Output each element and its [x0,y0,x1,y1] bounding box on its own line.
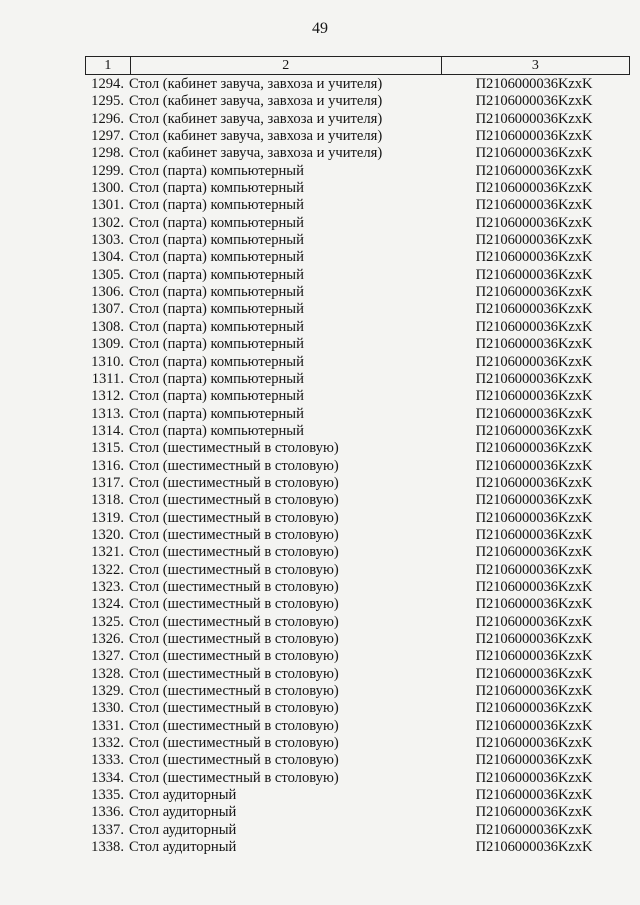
row-number: 1335. [91,787,124,804]
item-code: П2106000036KzxK [475,284,593,301]
row-number: 1337. [91,821,124,838]
table-row [85,197,630,214]
item-code: П2106000036KzxK [475,93,593,110]
row-number: 1330. [91,700,124,717]
item-name: Стол (шестиместный в столовую) [129,648,339,665]
item-name: Стол (парта) компьютерный [129,336,304,353]
item-name: Стол аудиторный [129,804,237,821]
item-name: Стол аудиторный [129,787,237,804]
table-row [85,510,630,527]
table-row [85,666,630,683]
item-name: Стол (шестиместный в столовую) [129,474,339,491]
item-code: П2106000036KzxK [475,128,593,145]
table-row [85,822,630,839]
table-row [85,284,630,301]
item-code: П2106000036KzxK [475,197,593,214]
table-row [85,700,630,717]
item-code: П2106000036KzxK [475,162,593,179]
item-code: П2106000036KzxK [475,370,593,387]
table-row [85,614,630,631]
item-code: П2106000036KzxK [475,353,593,370]
item-name: Стол (парта) компьютерный [129,197,304,214]
table-row [85,111,630,128]
item-name: Стол (шестиместный в столовую) [129,717,339,734]
table-row [85,354,630,371]
row-number: 1294. [91,76,124,92]
row-number: 1325. [91,613,124,630]
item-name: Стол (шестиместный в столовую) [129,509,339,526]
item-name: Стол (парта) компьютерный [129,180,304,197]
table-row [85,527,630,544]
row-number: 1329. [91,683,124,700]
item-name: Стол (шестиместный в столовую) [129,561,339,578]
row-number: 1305. [91,266,124,283]
item-code: П2106000036KzxK [475,613,593,630]
item-name: Стол (шестиместный в столовую) [129,683,339,700]
item-code: П2106000036KzxK [475,110,593,127]
item-name: Стол (парта) компьютерный [129,422,304,439]
item-name: Стол (шестиместный в столовую) [129,457,339,474]
item-name: Стол (шестиместный в столовую) [129,526,339,543]
row-number: 1303. [91,232,124,249]
table-row [85,839,630,856]
row-number: 1307. [91,301,124,318]
row-number: 1338. [91,839,124,856]
item-code: П2106000036KzxK [475,214,593,231]
item-code: П2106000036KzxK [475,145,593,162]
row-number: 1313. [91,405,124,422]
row-number: 1309. [91,336,124,353]
table-row [85,579,630,596]
table-row [85,163,630,180]
item-code: П2106000036KzxK [475,232,593,249]
table-row [85,319,630,336]
row-number: 1321. [91,544,124,561]
table-row [85,267,630,284]
row-number: 1332. [91,735,124,752]
item-code: П2106000036KzxK [475,492,593,509]
row-number: 1296. [91,110,124,127]
row-number: 1312. [91,388,124,405]
row-number: 1334. [91,769,124,786]
item-code: П2106000036KzxK [475,787,593,804]
item-name: Стол (парта) компьютерный [129,232,304,249]
item-name: Стол (парта) компьютерный [129,318,304,335]
row-number: 1297. [91,128,124,145]
item-name: Стол аудиторный [129,821,237,838]
table-row [85,336,630,353]
item-name: Стол (шестиместный в столовую) [129,665,339,682]
row-number: 1331. [91,717,124,734]
item-code: П2106000036KzxK [475,544,593,561]
page-number: 49 [312,20,328,37]
item-name: Стол (кабинет завуча, завхоза и учителя) [129,110,383,127]
table-row [85,683,630,700]
row-number: 1327. [91,648,124,665]
row-number: 1308. [91,318,124,335]
item-name: Стол (шестиместный в столовую) [129,578,339,595]
item-name: Стол (парта) компьютерный [129,301,304,318]
row-number: 1328. [91,665,124,682]
table-body [85,75,630,856]
table-row [85,371,630,388]
item-name: Стол (шестиместный в столовую) [129,700,339,717]
item-code: П2106000036KzxK [475,422,593,439]
table-row [85,648,630,665]
item-code: П2106000036KzxK [475,561,593,578]
item-code: П2106000036KzxK [475,769,593,786]
row-number: 1295. [91,93,124,110]
table-row [85,562,630,579]
item-code: П2106000036KzxK [475,301,593,318]
item-code: П2106000036KzxK [475,648,593,665]
table-row [85,76,630,93]
row-number: 1324. [91,596,124,613]
table-row [85,301,630,318]
row-number: 1310. [91,353,124,370]
item-name: Стол (шестиместный в столовую) [129,735,339,752]
item-code: П2106000036KzxK [475,804,593,821]
item-name: Стол (парта) компьютерный [129,214,304,231]
item-name: Стол (парта) компьютерный [129,249,304,266]
row-number: 1333. [91,752,124,769]
table-row [85,440,630,457]
column-header-2: 2 [131,57,442,74]
row-number: 1318. [91,492,124,509]
item-code: П2106000036KzxK [475,526,593,543]
table-row [85,631,630,648]
table-row [85,128,630,145]
item-name: Стол (шестиместный в столовую) [129,769,339,786]
item-code: П2106000036KzxK [475,388,593,405]
row-number: 1315. [91,440,124,457]
column-header-3: 3 [442,57,630,74]
row-number: 1322. [91,561,124,578]
table-row [85,718,630,735]
row-number: 1319. [91,509,124,526]
row-number: 1301. [91,197,124,214]
row-number: 1320. [91,526,124,543]
item-name: Стол (шестиместный в столовую) [129,613,339,630]
table-row [85,492,630,509]
row-number: 1298. [91,145,124,162]
item-code: П2106000036KzxK [475,474,593,491]
row-number: 1299. [91,162,124,179]
table-row [85,787,630,804]
table-row [85,423,630,440]
table-row [85,544,630,561]
item-code: П2106000036KzxK [475,578,593,595]
row-number: 1306. [91,284,124,301]
row-number: 1300. [91,180,124,197]
item-name: Стол (кабинет завуча, завхоза и учителя) [129,93,383,110]
table-row [85,475,630,492]
table-row [85,232,630,249]
item-code: П2106000036KzxK [475,700,593,717]
item-code: П2106000036KzxK [475,249,593,266]
item-code: П2106000036KzxK [475,318,593,335]
item-name: Стол (парта) компьютерный [129,405,304,422]
table-row [85,249,630,266]
row-number: 1323. [91,578,124,595]
item-code: П2106000036KzxK [475,457,593,474]
item-name: Стол (парта) компьютерный [129,284,304,301]
table-row [85,388,630,405]
table-row [85,752,630,769]
item-name: Стол аудиторный [129,839,237,856]
table-row [85,770,630,787]
item-name: Стол (кабинет завуча, завхоза и учителя) [129,145,383,162]
item-code: П2106000036KzxK [475,509,593,526]
table-row [85,458,630,475]
item-name: Стол (парта) компьютерный [129,266,304,283]
table-header [85,57,630,75]
item-name: Стол (кабинет завуча, завхоза и учителя) [129,128,383,145]
item-code: П2106000036KzxK [475,180,593,197]
item-code: П2106000036KzxK [475,752,593,769]
item-code: П2106000036KzxK [475,631,593,647]
item-name: Стол (парта) компьютерный [129,162,304,179]
row-number: 1316. [91,457,124,474]
item-code: П2106000036KzxK [475,405,593,422]
item-code: П2106000036KzxK [475,336,593,353]
item-name: Стол (шестиместный в столовую) [129,631,339,647]
row-number: 1302. [91,214,124,231]
item-code: П2106000036KzxK [475,683,593,700]
item-code: П2106000036KzxK [475,596,593,613]
item-name: Стол (шестиместный в столовую) [129,492,339,509]
item-code: П2106000036KzxK [475,735,593,752]
item-name: Стол (шестиместный в столовую) [129,752,339,769]
item-code: П2106000036KzxK [475,440,593,457]
row-number: 1314. [91,422,124,439]
row-number: 1336. [91,804,124,821]
item-name: Стол (шестиместный в столовую) [129,544,339,561]
inventory-table [85,56,630,856]
item-name: Стол (шестиместный в столовую) [129,596,339,613]
item-code: П2106000036KzxK [475,839,593,856]
row-number: 1304. [91,249,124,266]
item-name: Стол (шестиместный в столовую) [129,440,339,457]
row-number: 1326. [91,631,124,647]
table-row [85,596,630,613]
table-row [85,804,630,821]
item-name: Стол (кабинет завуча, завхоза и учителя) [129,76,383,92]
item-name: Стол (парта) компьютерный [129,388,304,405]
item-code: П2106000036KzxK [475,717,593,734]
item-code: П2106000036KzxK [475,76,593,92]
table-row [85,145,630,162]
table-row [85,735,630,752]
item-code: П2106000036KzxK [475,266,593,283]
item-code: П2106000036KzxK [475,665,593,682]
item-code: П2106000036KzxK [475,821,593,838]
item-name: Стол (парта) компьютерный [129,370,304,387]
table-row [85,215,630,232]
table-row [85,93,630,110]
table-row [85,406,630,423]
item-name: Стол (парта) компьютерный [129,353,304,370]
column-header-1: 1 [85,57,131,74]
row-number: 1317. [91,474,124,491]
row-number: 1311. [91,370,124,387]
table-row [85,180,630,197]
